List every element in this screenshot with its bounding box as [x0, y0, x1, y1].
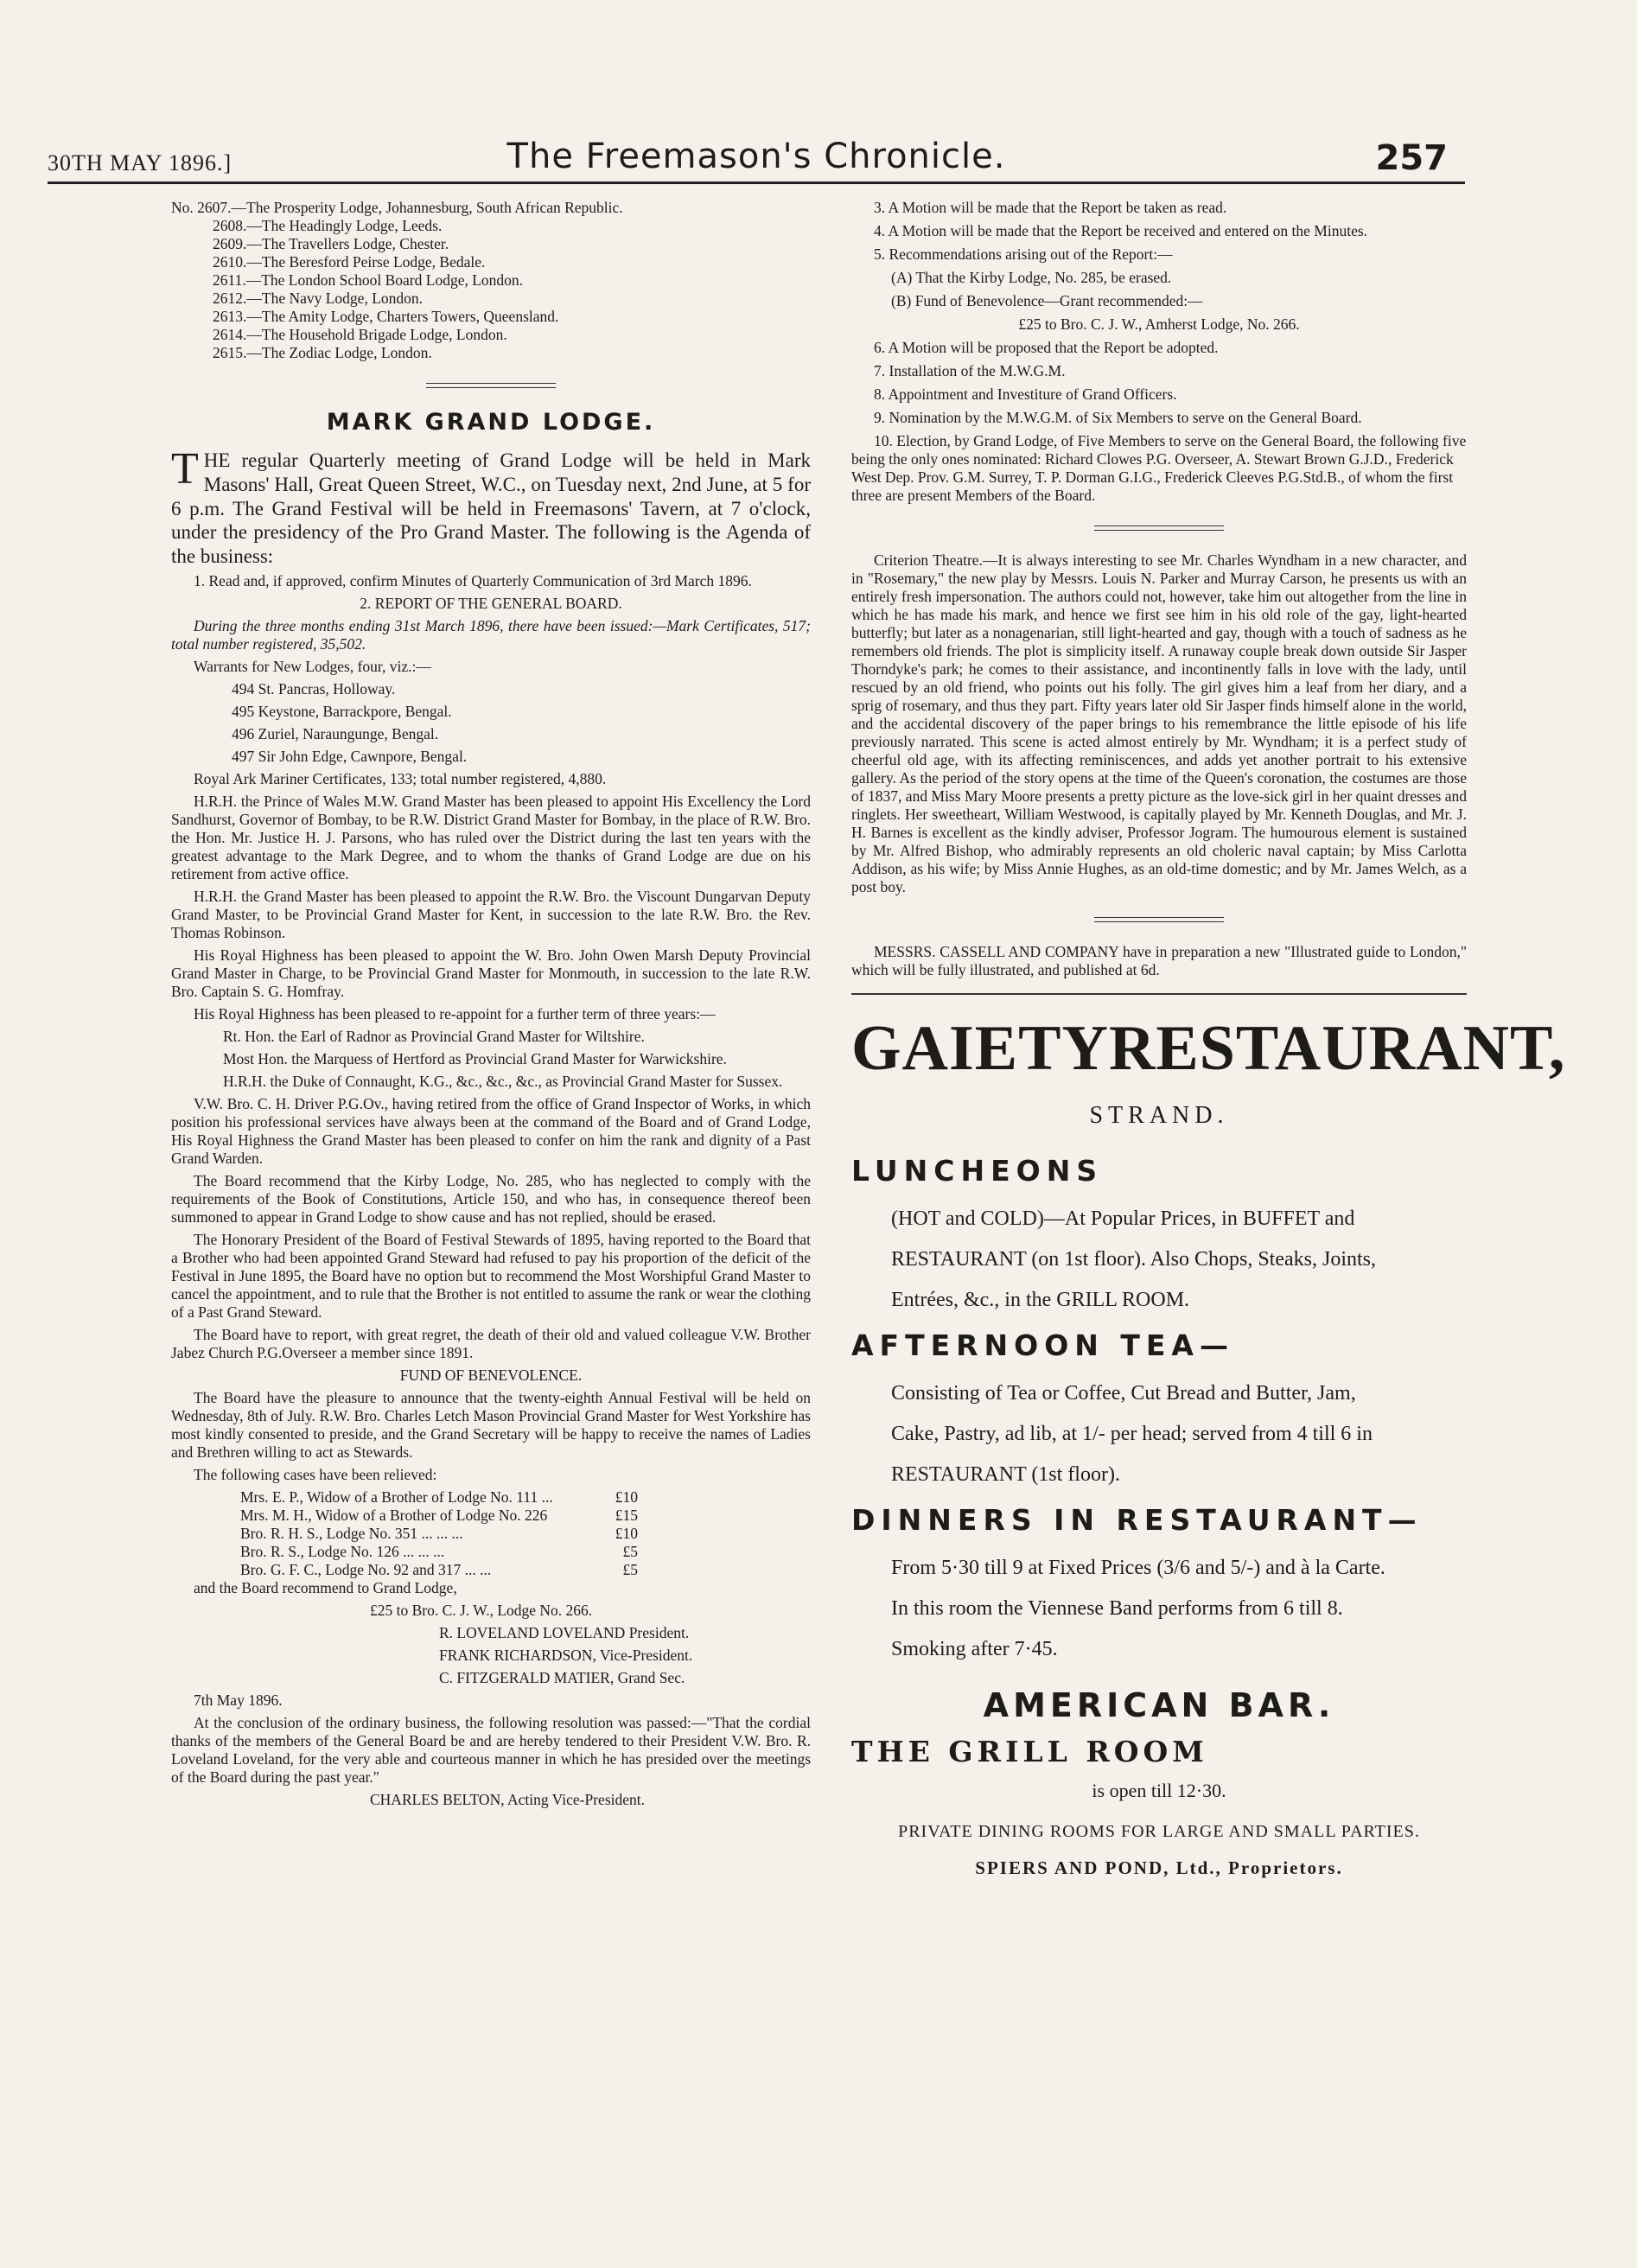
lodge-item: 2610.—The Beresford Peirse Lodge, Bedale. — [213, 253, 486, 271]
recommend-line: and the Board recommend to Grand Lodge, — [194, 1579, 457, 1597]
drop-cap: T — [171, 444, 199, 494]
case-row — [171, 1543, 811, 1561]
reappointment-item: Rt. Hon. the Earl of Radnor as Provincial Grand Master for Wiltshire. — [223, 1028, 645, 1046]
warrants-intro: Warrants for New Lodges, four, viz.:— — [194, 658, 431, 676]
case-name: Bro. R. S., Lodge No. 126 ... ... ... — [240, 1543, 445, 1561]
case-row — [171, 1525, 811, 1543]
lodge-item: 2614.—The Household Brigade Lodge, London. — [213, 326, 507, 343]
reappointment-item: H.R.H. the Duke of Connaught, K.G., &c., &c., &c., as Provincial Grand Master for Sussex. — [223, 1073, 783, 1091]
certificates-text: During the three months ending 31st March 1896, there have been issued:—Mark Certificates, 517; total number registered, 35,502. — [171, 617, 811, 653]
signature: R. LOVELAND LOVELAND President. — [439, 1624, 690, 1642]
lodge-item: 2611.—The London School Board Lodge, London. — [213, 271, 524, 289]
lodge-item: 2608.—The Headingly Lodge, Leeds. — [213, 217, 443, 234]
dungarvan-paragraph: H.R.H. the Grand Master has been pleased to appoint the R.W. Bro. the Viscount Dungarvan Deputy Grand Master, to be Provincial Grand Master for Kent, in succession to the late R.W. Bro. the Rev. Thomas Robinson. — [171, 888, 811, 942]
ad-line: RESTAURANT (1st floor). — [891, 1462, 1120, 1486]
page-number: 257 — [1375, 138, 1448, 178]
ad-line: Smoking after 7·45. — [891, 1637, 1058, 1660]
lodge-item: 2615.—The Zodiac Lodge, London. — [213, 344, 432, 361]
agenda-item: 9. Nomination by the M.W.G.M. of Six Members to serve on the General Board. — [874, 409, 1362, 426]
case-name: Mrs. M. H., Widow of a Brother of Lodge No. 226 — [240, 1507, 548, 1525]
mgl-intro — [171, 444, 811, 568]
agenda-item: (A) That the Kirby Lodge, No. 285, be erased. — [891, 269, 1172, 286]
case-row — [171, 1561, 811, 1579]
marsh-paragraph: His Royal Highness has been pleased to appoint the W. Bro. John Owen Marsh Deputy Provincial Grand Master in Charge, to be Provincial Grand Master for Monmouth, in succession to the late R.W. Bro. Captain S. G. Homfray. — [171, 946, 811, 1001]
section-divider — [1094, 917, 1224, 922]
agenda-item: 5. Recommendations arising out of the Report:— — [874, 245, 1173, 263]
afternoon-tea-heading: AFTERNOON TEA— — [851, 1328, 1234, 1363]
signature: C. FITZGERALD MATIER, Grand Sec. — [439, 1669, 685, 1687]
cassell-notice: MESSRS. CASSELL AND COMPANY have in preparation a new "Illustrated guide to London," which will be fully illustrated, and published at 6d. — [851, 943, 1467, 978]
afternoon-tea-body — [851, 1373, 1467, 1494]
agenda-item: £25 to Bro. C. J. W., Amherst Lodge, No. 266. — [1018, 315, 1300, 333]
ad-line: From 5·30 till 9 at Fixed Prices (3/6 and 5/-) and à la Carte. — [891, 1556, 1385, 1579]
case-name: Bro. R. H. S., Lodge No. 351 ... ... ... — [240, 1525, 463, 1543]
grant-line: £25 to Bro. C. J. W., Lodge No. 266. — [370, 1602, 593, 1620]
signature: FRANK RICHARDSON, Vice-President. — [439, 1647, 693, 1665]
advertisement-rule — [851, 993, 1467, 995]
lodge-item: 2612.—The Navy Lodge, London. — [213, 290, 424, 307]
warrant-item: 496 Zuriel, Naraungunge, Bengal. — [232, 725, 439, 743]
case-name: Mrs. E. P., Widow of a Brother of Lodge No. 111 ... — [240, 1488, 553, 1507]
mgl-intro-text: HE regular Quarterly meeting of Grand Lodge will be held in Mark Masons' Hall, Great Queen Street, W.C., on Tuesday next, 2nd June, at 5 for 6 p.m. The Grand Festival will be held in Freemasons' Tavern, at 7 o'clock, under the presidency of the Pro Grand Master. The following is the Agenda of the business: — [171, 449, 811, 567]
header-rule — [48, 182, 1465, 184]
obituary-paragraph: The Board have to report, with great regret, the death of their old and valued colleague V.W. Brother Jabez Church P.G.Overseer a member since 1891. — [171, 1326, 811, 1362]
section-divider — [1094, 526, 1224, 531]
case-name: Bro. G. F. C., Lodge No. 92 and 317 ... ... — [240, 1561, 492, 1579]
newspaper-title: The Freemason's Chronicle. — [506, 137, 1006, 176]
reappoint-paragraph: His Royal Highness has been pleased to re-appoint for a further term of three years:— — [194, 1005, 716, 1023]
royal-ark-paragraph: Royal Ark Mariner Certificates, 133; total number registered, 4,880. — [194, 770, 607, 788]
ad-line: Cake, Pastry, ad lib, at 1/- per head; served from 4 till 6 in — [891, 1422, 1373, 1445]
resolution-paragraph: At the conclusion of the ordinary business, the following resolution was passed:—"That the cordial thanks of the members of the General Board be and are hereby tendered to their President V.W. Bro. R. Loveland Loveland, for the very able and courteous manner in which he has presided over the meetings of the Board during the past year." — [171, 1714, 811, 1787]
dinners-heading: DINNERS IN RESTAURANT— — [851, 1503, 1423, 1538]
reappointment-item: Most Hon. the Marquess of Hertford as Provincial Grand Master for Warwickshire. — [223, 1050, 727, 1068]
case-row — [171, 1507, 811, 1525]
luncheons-heading: LUNCHEONS — [851, 1154, 1104, 1188]
luncheons-body — [851, 1199, 1467, 1320]
left-column — [171, 199, 811, 1813]
page-header — [48, 137, 1465, 180]
agenda-item: (B) Fund of Benevolence—Grant recommended:— — [891, 292, 1203, 309]
agenda-item: 10. Election, by Grand Lodge, of Five Members to serve on the General Board, the following five being the only ones nominated: Richard Clowes P.G. Overseer, A. Stewart Brown G.J.D., Frederick West Dep. Prov. G.M. Surrey, T. P. Dorman G.I.G., Frederick Cleeves P.G.Std.B., of whom the first three are present Members of the Board. — [851, 432, 1467, 504]
ad-line: RESTAURANT (on 1st floor). Also Chops, Steaks, Joints, — [891, 1247, 1376, 1271]
restaurant-name-left: GAIETY — [851, 1013, 1109, 1084]
agenda-item-1: 1. Read and, if approved, confirm Minutes of Quarterly Communication of 3rd March 1896. — [194, 572, 752, 590]
case-row — [171, 1488, 811, 1507]
agenda-list — [851, 199, 1467, 505]
case-amount: £5 — [622, 1561, 638, 1579]
sandhurst-paragraph: H.R.H. the Prince of Wales M.W. Grand Master has been pleased to appoint His Excellency the Lord Sandhurst, Governor of Bombay, to be R.W. District Grand Master for Bombay, in the place of R.W. Bro. the Hon. Mr. Justice H. J. Parsons, who has ruled over the District during the last ten years with the greatest advantage to the Mark Degree, and to whom the thanks of Grand Lodge are due on his retirement from active office. — [171, 793, 811, 883]
proprietors: SPIERS AND POND, Ltd., Proprietors. — [975, 1857, 1343, 1878]
case-amount: £10 — [615, 1525, 638, 1543]
lodge-item: 2609.—The Travellers Lodge, Chester. — [213, 235, 449, 252]
criterion-theatre-review: Criterion Theatre.—It is always interesting to see Mr. Charles Wyndham in a new character, and in "Rosemary," the new play by Messrs. Louis N. Parker and Murray Carson, he presents us with an entirely fresh impersonation. The authors could not, however, take him out altogether from the line in which he has made his mark, and hence we first see him in his old role of the gay, light-hearted butterfly; but later as a nonagenarian, still light-hearted and gay, though with a touch of sadness as he remembers old friends. The plot is simplicity itself. A runaway couple break down outside Sir Jasper Thorndyke's park; he comes to their assistance, and incontinently falls in love with the lady, until rescued by an old friend, who points out his folly. The girl gives him a leaf from her diary, and a sprig of rosemary, and thus they part. Fifty years later old Sir Jasper finds himself alone in the world, and the accidental discovery of the paper brings to his remembrance the little episode of his life previously narrated. This scene is acted almost entirely by Mr. Wyndham; it is a perfect study of cheerful old age, with its affecting reminiscences, and adds yet another portrait to his extensive gallery. As the period of the story opens at the time of the Queen's coronation, the costumes are those of 1837, and Miss Mary Moore presents a pretty picture as the love-sick girl in her quaint dresses and ringlets. Her sweetheart, William Westwood, is capitally played by Mr. Kenneth Douglas, and Mr. J. H. Barnes is excellent as the kindly adviser, Professor Jogram. The humourous element is sustained by Mr. Alfred Bishop, who admirably represents an old choleric naval captain; by Miss Carlotta Addison, as his wife; by Miss Annie Hughes, as an old-time domestic; and by Mr. James Welch, as a post boy. — [851, 551, 1467, 895]
general-board-report-heading: 2. REPORT OF THE GENERAL BOARD. — [360, 595, 622, 613]
warrant-item: 497 Sir John Edge, Cawnpore, Bengal. — [232, 748, 468, 766]
warrant-item: 494 St. Pancras, Holloway. — [232, 680, 396, 698]
ad-line: Entrées, &c., in the GRILL ROOM. — [891, 1288, 1190, 1311]
grill-room-hours: is open till 12·30. — [1092, 1779, 1226, 1801]
driver-paragraph: V.W. Bro. C. H. Driver P.G.Ov., having retired from the office of Grand Inspector of Works, in which position his professional services have always been at the command of the Board and of Grand Lodge, His Royal Highness the Grand Master has been pleased to confer on him the rank and dignity of a Past Grand Warden. — [171, 1095, 811, 1168]
certificates-paragraph — [171, 617, 811, 653]
ad-line: In this room the Viennese Band performs from 6 till 8. — [891, 1596, 1343, 1620]
restaurant-name-right: RESTAURANT, — [1108, 1013, 1566, 1084]
agenda-item: 6. A Motion will be proposed that the Report be adopted. — [874, 339, 1219, 356]
case-amount: £5 — [622, 1543, 638, 1561]
agenda-item: 4. A Motion will be made that the Report be received and entered on the Minutes. — [874, 222, 1368, 239]
case-amount: £15 — [615, 1507, 638, 1525]
grill-room-heading: THE GRILL ROOM — [851, 1734, 1208, 1768]
right-column — [851, 199, 1566, 1879]
restaurant-location: STRAND. — [1089, 1101, 1229, 1129]
agenda-item: 3. A Motion will be made that the Report be taken as read. — [874, 199, 1227, 216]
issue-date: 30TH MAY 1896.] — [48, 150, 232, 175]
mark-grand-lodge-heading: MARK GRAND LODGE. — [326, 409, 656, 436]
kirby-paragraph: The Board recommend that the Kirby Lodge, No. 285, who has neglected to comply with the requirements of the Book of Constitutions, Article 150, and who has, in consequence thereof been summoned to appear in Grand Lodge to show cause and has not replied, should be erased. — [171, 1172, 811, 1226]
cases-intro: The following cases have been relieved: — [194, 1466, 437, 1484]
dinners-body — [851, 1548, 1467, 1669]
fund-paragraph: The Board have the pleasure to announce that the twenty-eighth Annual Festival will be held on Wednesday, 8th of July. R.W. Bro. Charles Letch Mason Provincial Grand Master for West Yorkshire has most kindly consented to preside, and the Grand Secretary will be happy to receive the names of Ladies and Brethren willing to act as Stewards. — [171, 1389, 811, 1462]
ad-line: Consisting of Tea or Coffee, Cut Bread and Butter, Jam, — [891, 1381, 1356, 1405]
case-amount: £10 — [615, 1488, 638, 1507]
ad-line: (HOT and COLD)—At Popular Prices, in BUFFET and — [891, 1207, 1355, 1230]
warrant-item: 495 Keystone, Barrackpore, Bengal. — [232, 703, 452, 721]
fund-heading: FUND OF BENEVOLENCE. — [399, 1367, 583, 1385]
restaurant-name — [851, 1010, 1566, 1087]
private-dining: PRIVATE DINING ROOMS FOR LARGE AND SMALL PARTIES. — [898, 1821, 1420, 1841]
agenda-item: 7. Installation of the M.W.G.M. — [874, 362, 1066, 379]
report-date: 7th May 1896. — [194, 1691, 283, 1710]
lodge-list — [171, 199, 811, 362]
section-divider — [426, 383, 556, 388]
american-bar: AMERICAN BAR. — [983, 1686, 1335, 1725]
signature-belton: CHARLES BELTON, Acting Vice-President. — [370, 1791, 645, 1809]
lodge-item: 2613.—The Amity Lodge, Charters Towers, Queensland. — [213, 308, 559, 325]
agenda-item: 8. Appointment and Investiture of Grand Officers. — [874, 385, 1177, 403]
festival-stewards-paragraph: The Honorary President of the Board of Festival Stewards of 1895, having reported to the Board that a Brother who had been appointed Grand Steward had refused to pay his proportion of the deficit of the Festival in June 1895, the Board have no option but to recommend the Most Worshipful Grand Master to cancel the appointment, and to rule that the Brother is not entitled to assume the rank or wear the clothing of a Past Grand Steward. — [171, 1231, 811, 1322]
gaiety-advertisement — [851, 1010, 1566, 1879]
lodge-item: No. 2607.—The Prosperity Lodge, Johannesburg, South African Republic. — [171, 199, 623, 216]
